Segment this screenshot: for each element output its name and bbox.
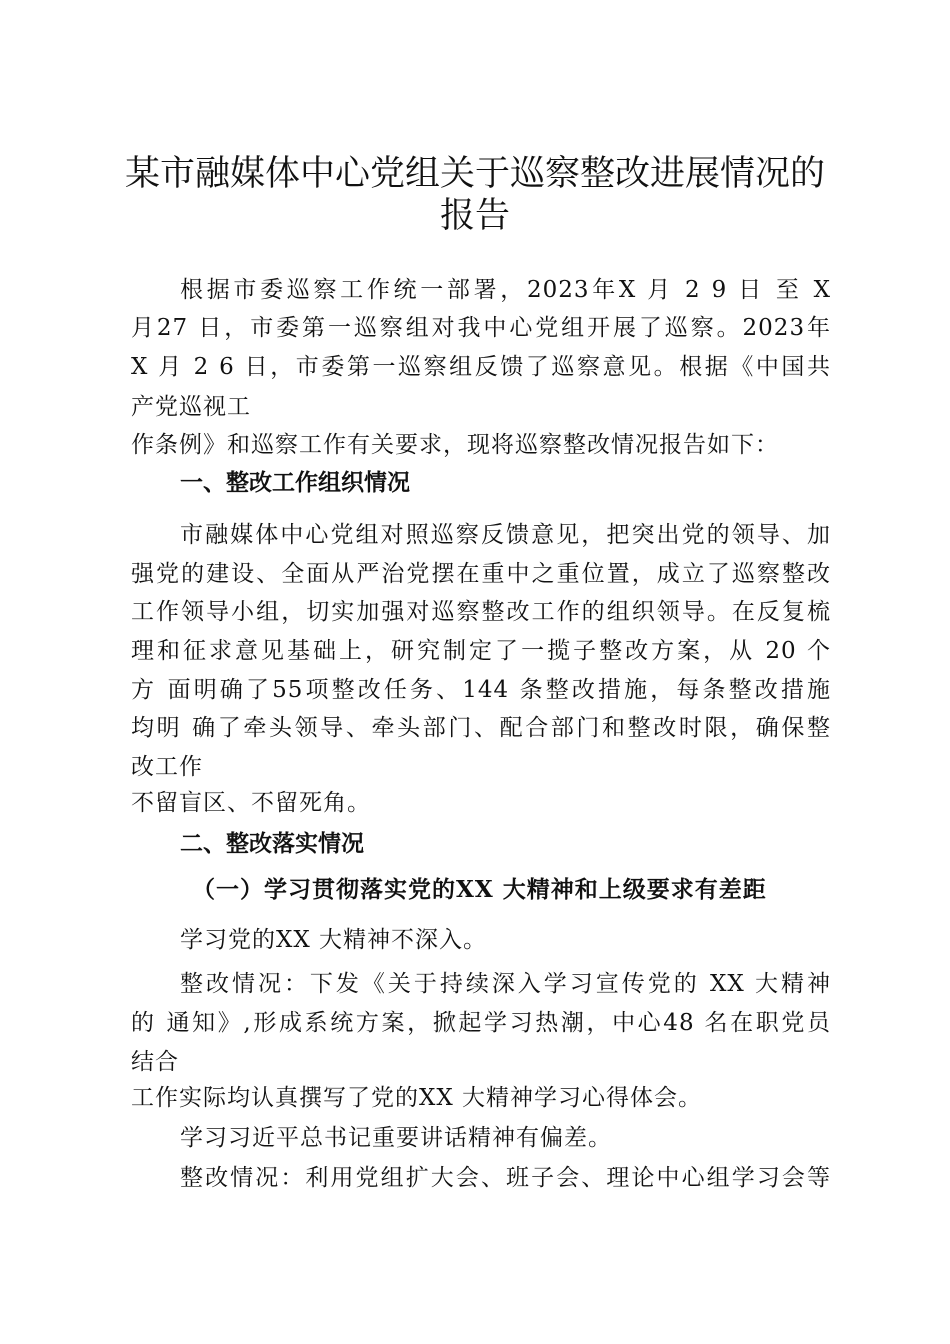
section-2-subheading-1: （一）学习贯彻落实党的XX 大精神和上级要求有差距 (192, 876, 767, 903)
intro-line-3: X 月 2 6 日，市委第一巡察组反馈了巡察意见。根据《中国共 (131, 354, 831, 380)
document-title-line-2: 报告 (439, 196, 510, 236)
section-1-line-1: 市融媒体中心党组对照巡察反馈意见，把突出党的领导、加 (180, 522, 831, 548)
section-2-paragraph-2-line-2: 的 通知》,形成系统方案，掀起学习热潮，中心48 名在职党员 (131, 1010, 831, 1036)
section-1-heading: 一、整改工作组织情况 (180, 470, 410, 496)
section-2-paragraph-4-line-1: 整改情况：利用党组扩大会、班子会、理论中心组学习会等 (180, 1165, 831, 1191)
document-title-line-1: 某市融媒体中心党组关于巡察整改进展情况的 (124, 154, 825, 194)
section-1-line-8: 不留盲区、不留死角。 (131, 790, 371, 816)
section-2-paragraph-3: 学习习近平总书记重要讲话精神有偏差。 (180, 1125, 612, 1151)
section-1-line-3: 工作领导小组，切实加强对巡察整改工作的组织领导。在反复梳 (131, 599, 831, 625)
section-1-line-7: 改工作 (131, 754, 203, 780)
intro-line-2: 月27 日，市委第一巡察组对我中心党组开展了巡察。2023年 (131, 315, 831, 341)
section-2-paragraph-2-line-4: 工作实际均认真撰写了党的XX 大精神学习心得体会。 (131, 1085, 703, 1111)
section-1-line-6: 均明 确了牵头领导、牵头部门、配合部门和整改时限，确保整 (131, 715, 831, 741)
section-2-paragraph-2-line-3: 结合 (131, 1049, 179, 1075)
section-1-line-5: 方 面明确了55项整改任务、144 条整改措施，每条整改措施 (131, 677, 831, 703)
intro-line-1: 根据市委巡察工作统一部署，2023年X 月 2 9 日 至 X (180, 277, 831, 303)
section-1-line-2: 强党的建设、全面从严治党摆在重中之重位置，成立了巡察整改 (131, 561, 831, 587)
section-2-paragraph-2-line-1: 整改情况：下发《关于持续深入学习宣传党的 XX 大精神 (180, 971, 831, 997)
intro-line-4: 产党巡视工 (131, 394, 251, 420)
section-2-paragraph-1: 学习党的XX 大精神不深入。 (180, 927, 488, 953)
intro-line-5: 作条例》和巡察工作有关要求，现将巡察整改情况报告如下： (131, 432, 779, 458)
section-1-line-4: 理和征求意见基础上，研究制定了一揽子整改方案，从 20 个 (131, 638, 831, 664)
section-2-heading: 二、整改落实情况 (180, 831, 364, 857)
